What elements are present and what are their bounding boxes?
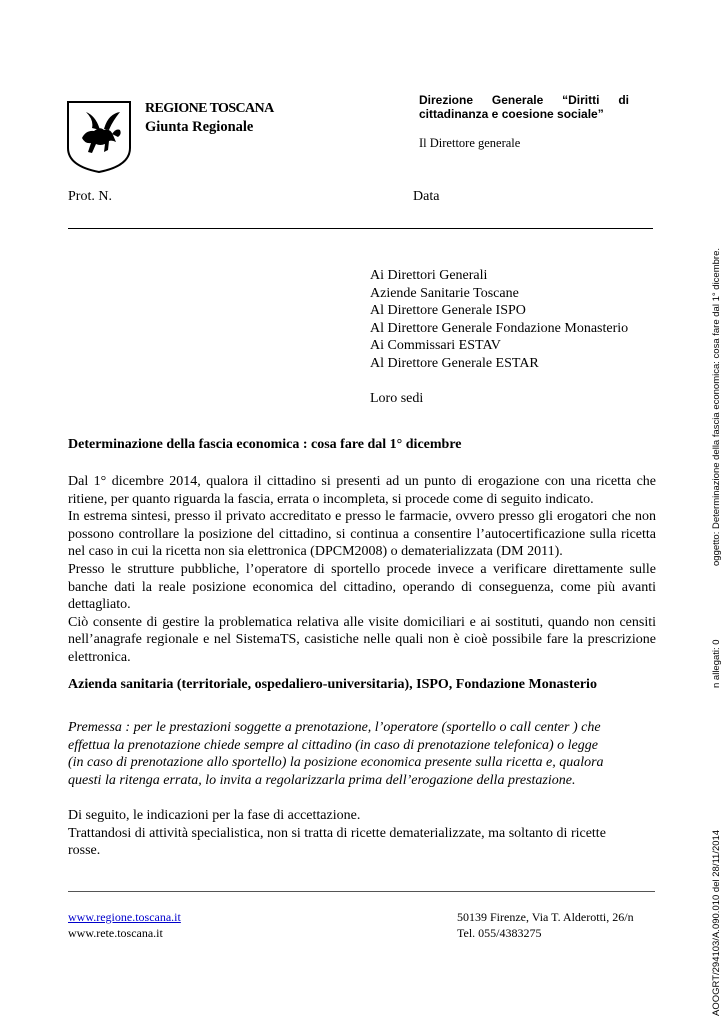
margin-subject: oggetto: Determinazione della fascia economica: cosa fare dal 1° dicembre. xyxy=(711,248,722,566)
footer-address: 50139 Firenze, Via T. Alderotti, 26/n xyxy=(457,910,634,924)
section-body xyxy=(68,473,656,667)
protocol-number-label: Prot. N. xyxy=(68,189,112,204)
footer-links xyxy=(68,909,181,941)
section-title: Determinazione della fascia economica : cosa fare dal 1° dicembre xyxy=(68,437,462,452)
body-line: rosse. xyxy=(68,843,101,859)
org-subtitle: Giunta Regionale xyxy=(145,119,254,135)
acceptance-block xyxy=(68,807,606,860)
date-label: Data xyxy=(413,189,440,204)
recipient-line: Al Direttore Generale ISPO xyxy=(370,303,526,319)
margin-attachments: n allegati: 0 xyxy=(711,639,722,688)
footer-divider xyxy=(68,891,655,892)
rete-toscana-text: www.rete.toscana.it xyxy=(68,926,163,940)
section-title: Azienda sanitaria (territoriale, ospedaliero-universitaria), ISPO, Fondazione Monasterio xyxy=(68,677,597,692)
pegasus-crest-icon xyxy=(66,100,132,174)
recipient-line: Ai Direttori Generali xyxy=(370,268,488,283)
paragraph: In estrema sintesi, presso il privato accreditato e presso le farmacie, ovvero presso gli erogatori che non possono controllare la posizione del cittadino, si continua a consentire l’autocertificazione sulla ricetta nel caso in cui la ricetta non sia elettronica (DPCM2008) o dematerializzata (DM 2011). xyxy=(68,509,656,560)
body-line: Di seguito, le indicazioni per la fase di accettazione. xyxy=(68,808,361,823)
premise-line: effettua la prenotazione chiede sempre al cittadino (in caso di prenotazione telefonica) o legge xyxy=(68,737,598,753)
paragraph: Dal 1° dicembre 2014, qualora il cittadino si presenti ad un punto di erogazione con una ricetta che ritiene, per quanto riguarda la fascia, errata o incompleta, si procede come di seguito indicato. xyxy=(68,474,656,507)
closing-line: Loro sedi xyxy=(370,391,424,406)
footer-phone: Tel. 055/4383275 xyxy=(457,926,542,940)
footer-contact xyxy=(457,909,634,941)
regione-toscana-link[interactable]: www.regione.toscana.it xyxy=(68,910,181,924)
header-divider xyxy=(68,228,653,229)
premise-line: (in caso di prenotazione allo sportello) la posizione economica presente sulla ricetta e, qualora xyxy=(68,755,604,771)
body-line: Trattandosi di attività specialistica, non si tratta di ricette dematerializzate, ma soltanto di ricette xyxy=(68,825,606,841)
recipient-list xyxy=(370,267,628,373)
premise-line: questi la ritenga errata, lo invita a regolarizzarla prima dell’erogazione della prestazione. xyxy=(68,772,576,788)
premise-line: Premessa : per le prestazioni soggette a prenotazione, l’operatore (sportello o call center ) che xyxy=(68,720,601,735)
recipient-line: Al Direttore Generale ESTAR xyxy=(370,355,539,371)
region-logo xyxy=(66,100,132,174)
recipient-line: Aziende Sanitarie Toscane xyxy=(370,285,519,301)
recipient-line: Ai Commissari ESTAV xyxy=(370,338,501,354)
direction-title: Direzione Generale “Diritti di cittadinanza e coesione sociale” xyxy=(419,93,629,121)
org-name: REGIONE TOSCANA xyxy=(145,101,274,116)
director-label: Il Direttore generale xyxy=(419,136,521,150)
premise-block xyxy=(68,719,604,789)
paragraph: Presso le strutture pubbliche, l’operatore di sportello procede invece a verificare direttamente sulle banche dati la reale posizione economica del cittadino, operando di conseguenza, come più avanti dettagliato. xyxy=(68,561,656,613)
recipient-line: Al Direttore Generale Fondazione Monasterio xyxy=(370,320,629,336)
margin-protocol: AOOGRT/294103/A.090.010 del 28/11/2014 xyxy=(711,829,722,1016)
paragraph: Ciò consente di gestire la problematica relativa alle visite domiciliari e ai sostituti, quando non censiti nell’anagrafe regionale e nel SistemaTS, casistiche nelle quali non è cioè possibile fare la prescrizione elettronica. xyxy=(68,614,656,665)
